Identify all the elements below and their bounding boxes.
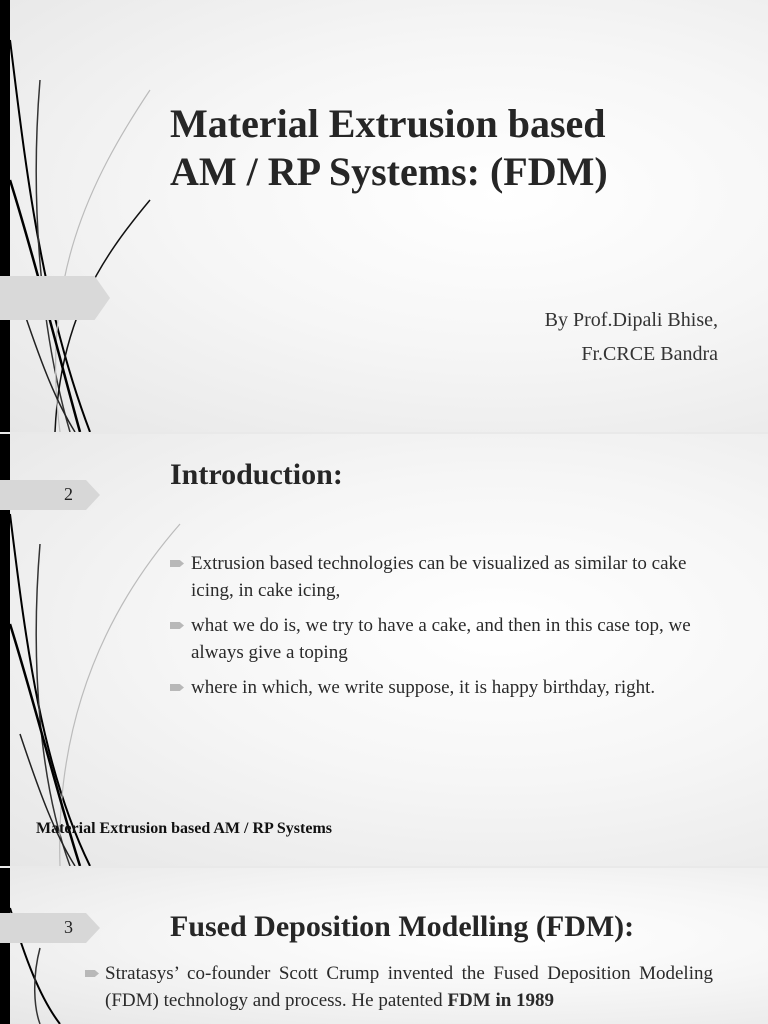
- decorative-swoosh-lines: [0, 0, 200, 432]
- slide-number-tab: [0, 913, 100, 943]
- slide-1: [0, 0, 768, 432]
- bullet-list: [170, 550, 730, 709]
- title-line-1: Material Extrusion based: [170, 101, 606, 146]
- bullet-item: what we do is, we try to have a cake, and then in this case top, we always give a toping: [170, 612, 730, 666]
- slide-heading: Introduction:: [170, 458, 343, 491]
- slide-3: [0, 868, 768, 1024]
- byline: [545, 303, 718, 371]
- slide-number-tab: [0, 480, 100, 510]
- left-black-bar: [0, 868, 10, 1024]
- bullet-arrow-icon: [85, 970, 99, 977]
- title-line-2: AM / RP Systems: (FDM): [170, 149, 608, 194]
- left-black-bar: [0, 0, 10, 432]
- bullet-item: where in which, we write suppose, it is happy birthday, right.: [170, 674, 730, 701]
- paragraph: Stratasys’ co-founder Scott Crump invented the Fused Deposition Modeling (FDM) technology and process. He patented FDM in 1989: [105, 960, 713, 1014]
- slide-number: 3: [64, 917, 73, 937]
- slide-footer: Material Extrusion based AM / RP Systems: [36, 820, 332, 837]
- bullet-arrow-icon: [170, 684, 184, 691]
- bullet-item: Extrusion based technologies can be visualized as similar to cake icing, in cake icing,: [170, 550, 730, 604]
- institution-name: Fr.CRCE Bandra: [581, 343, 718, 365]
- slide-tab-marker: [0, 276, 110, 320]
- slide-heading: Fused Deposition Modelling (FDM):: [170, 910, 635, 943]
- bullet-arrow-icon: [170, 622, 184, 629]
- bullet-arrow-icon: [170, 560, 184, 567]
- slide-number: 2: [64, 484, 73, 504]
- slide-title: [170, 100, 730, 196]
- slide-2: [0, 434, 768, 866]
- author-name: By Prof.Dipali Bhise,: [544, 309, 718, 331]
- bold-text: FDM in 1989: [447, 990, 555, 1011]
